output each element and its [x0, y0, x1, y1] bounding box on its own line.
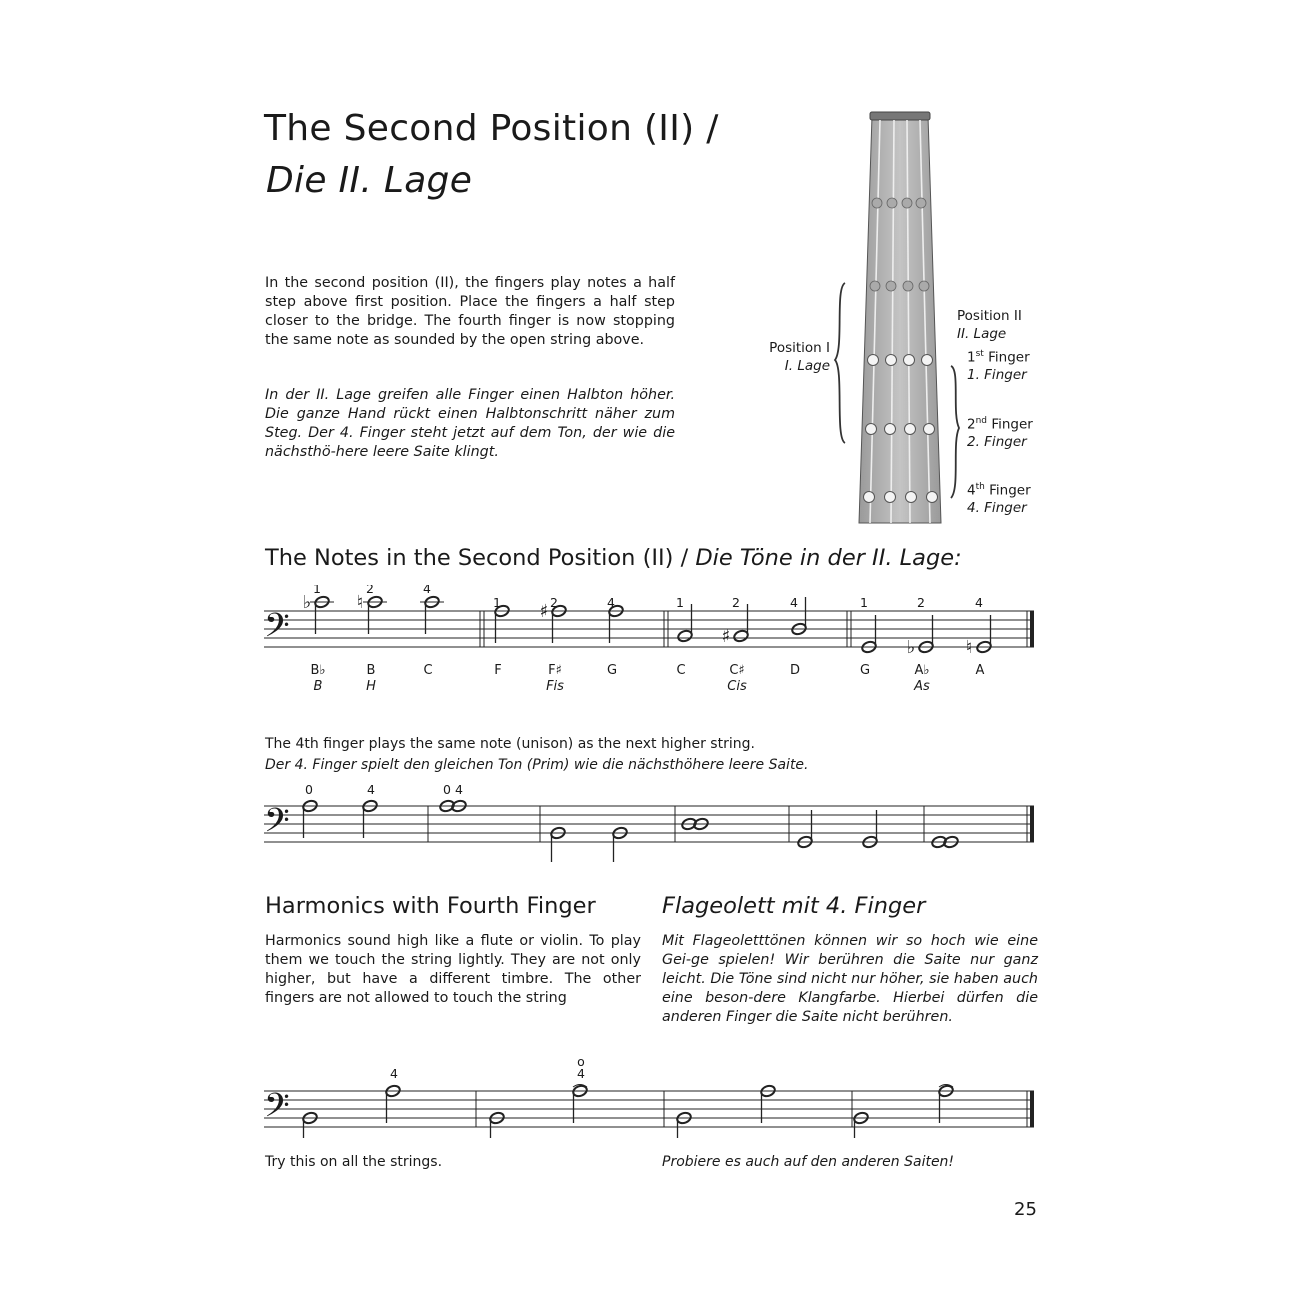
note-name-german: B [313, 679, 323, 694]
harmonics-heading-de: Flageolett mit 4. Finger [662, 893, 926, 919]
half-note [367, 595, 383, 634]
position2-label: Position II II. Lage [957, 308, 1022, 342]
harmonics-heading-en: Harmonics with Fourth Finger [265, 893, 596, 919]
fingering-number: 4 [607, 595, 615, 610]
staff2-labels [305, 782, 463, 797]
staff-notes-second-position [262, 585, 1042, 700]
fingering-number: 4 [423, 585, 431, 596]
finger2-label: 2nd Finger 2. Finger [967, 416, 1033, 450]
half-note [385, 1084, 401, 1123]
staff1-notes [303, 592, 992, 658]
position2-brace [951, 366, 959, 498]
half-note [362, 799, 378, 838]
note-name: G [606, 663, 618, 678]
note-name: C [423, 663, 433, 678]
harmonics-text-de: Mit Flageoletttönen können wir so hoch wie eine Gei-ge spielen! Wir berühren die Saite nur ganz leicht. Die Töne sind nicht nur höher, sie haben auch eine beson-dere Klangfarbe. Hierbei dürfen die anderen Finger die Saite nicht berühren. [662, 933, 1038, 1025]
note-name: B [366, 663, 376, 678]
note-name-german: Fis [546, 679, 564, 694]
half-note [976, 615, 992, 654]
note-name-german: H [366, 679, 376, 694]
staff-lines [264, 806, 1034, 842]
half-note [302, 1111, 318, 1138]
fingering-number: 2 [366, 585, 374, 596]
staff3-labels [390, 1058, 585, 1081]
fingering-number: 4 [975, 595, 983, 610]
half-note [861, 615, 877, 654]
notes-heading: The Notes in the Second Position (II) / Die Töne in der II. Lage: [265, 545, 962, 571]
unison-text-en: The 4th finger plays the same note (unison) as the next higher string. [265, 736, 755, 752]
fingering-number: 0 4 [443, 782, 463, 797]
half-note [572, 1084, 588, 1123]
footer-text-de: Probiere es auch auf den anderen Saiten! [662, 1154, 955, 1170]
note-name: A♭ [914, 663, 930, 678]
staff3-notes [302, 1084, 954, 1138]
position1-label: Position I I. Lage [769, 340, 830, 374]
accidental: ♭ [906, 637, 916, 658]
accidental: ♯ [539, 601, 549, 622]
finger1-label: 1st Finger 1. Finger [967, 349, 1030, 383]
note-name: F [494, 663, 502, 678]
half-note [489, 1111, 505, 1138]
fingering-number: 2 [550, 595, 558, 610]
half-note [760, 1084, 776, 1123]
footer-text-en: Try this on all the strings. [265, 1154, 443, 1170]
harmonic-mark: o [577, 1058, 585, 1069]
half-note [424, 595, 440, 634]
half-note [853, 1111, 869, 1138]
page-title: The Second Position (II) / [264, 108, 719, 149]
staff-harmonics [262, 1058, 1042, 1138]
fingering-number: 1 [493, 595, 501, 610]
bass-clef: 𝄢 [264, 607, 290, 653]
bass-clef: 𝄢 [264, 802, 290, 848]
fingering-number: 1 [860, 595, 868, 610]
note-name: B♭ [310, 663, 326, 678]
half-note [938, 1084, 954, 1123]
half-note [314, 595, 330, 634]
fingering-number: 4 [790, 595, 798, 610]
page-number: 25 [1014, 1199, 1037, 1220]
fingering-number: 1 [676, 595, 684, 610]
accidental: ♯ [721, 626, 731, 647]
note-name: D [789, 663, 801, 678]
fingering-number: 0 [305, 782, 313, 797]
fingerboard-nut [870, 112, 930, 120]
fingering-number: 4 [367, 782, 375, 797]
accidental: ♮ [965, 637, 973, 658]
note-name: G [859, 663, 871, 678]
intro-text-de: In der II. Lage greifen alle Finger einen Halbton höher. Die ganze Hand rückt einen Halbtonschritt näher zum Steg. Der 4. Finger steht jetzt auf dem Ton, der wie die nächsthö-here leere Saite klingt. [265, 387, 675, 460]
fingering-number: 2 [917, 595, 925, 610]
fingering-number: 4 [577, 1066, 585, 1081]
accidental: ♭ [302, 592, 312, 613]
note-name-german: Cis [727, 679, 747, 694]
staff-unison [262, 782, 1042, 862]
page-title-german: Die II. Lage [266, 160, 473, 201]
half-note [797, 810, 813, 849]
harmonics-text-en: Harmonics sound high like a flute or violin. To play them we touch the string lightly. They are not only higher, but have a different timbre. The other fingers are not allowed to touch the string [265, 933, 641, 1006]
half-note [612, 826, 628, 862]
accidental: ♮ [356, 592, 364, 613]
staff-lines [264, 611, 1034, 647]
half-note [676, 1111, 692, 1138]
note-name: C♯ [729, 663, 745, 678]
note-name: A [975, 663, 985, 678]
unison-text-de: Der 4. Finger spielt den gleichen Ton (Prim) wie die nächsthöhere leere Saite. [265, 757, 809, 773]
bass-clef: 𝄢 [264, 1087, 290, 1133]
half-note [862, 810, 878, 849]
staff2-notes [302, 799, 959, 862]
note-name-german: As [914, 679, 930, 694]
staff-lines [264, 1091, 1034, 1127]
fingering-number: 4 [390, 1066, 398, 1081]
note-name: F♯ [548, 663, 562, 678]
fingering-number: 1 [313, 585, 321, 596]
fingering-number: 2 [732, 595, 740, 610]
half-note [918, 615, 934, 654]
half-note [302, 799, 318, 838]
intro-text-en: In the second position (II), the fingers play notes a half step above first position. Place the fingers a half step closer to the bridge. The fourth finger is now stopping the same note as sounded by the open string above. [265, 275, 675, 348]
half-note [550, 826, 566, 862]
staff1-labels [310, 585, 984, 694]
position1-brace [835, 283, 845, 443]
finger4-label: 4th Finger 4. Finger [967, 482, 1031, 516]
note-name: C [676, 663, 686, 678]
